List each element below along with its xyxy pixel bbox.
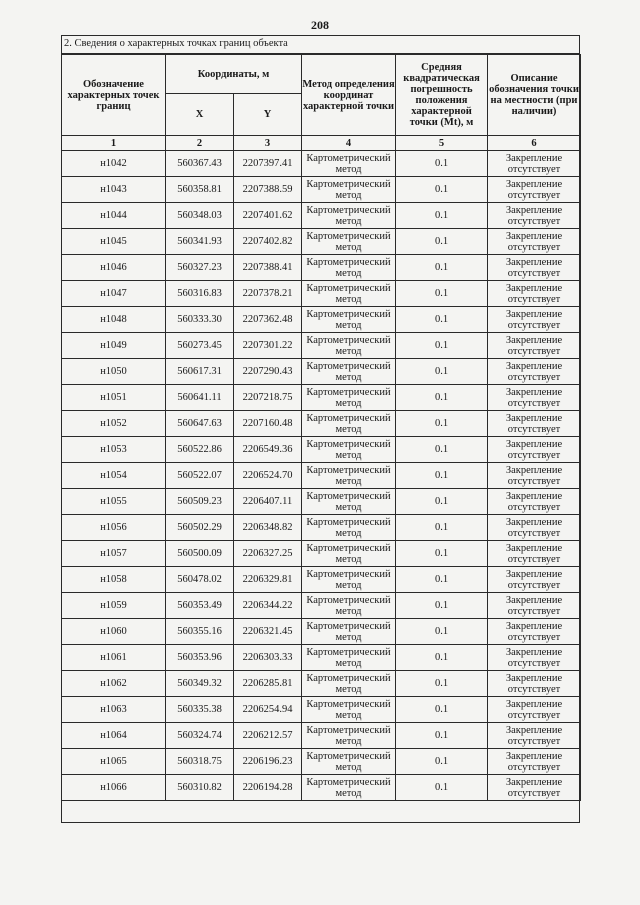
y-coordinate-cell: 2206407.11: [234, 489, 302, 515]
point-id-cell: н1050: [62, 359, 166, 385]
x-coordinate-cell: 560310.82: [166, 775, 234, 801]
header-description: Описание обозначения точки на местности (при наличии): [488, 55, 581, 136]
description-cell: Закрепление отсутствует: [488, 177, 581, 203]
description-cell: Закрепление отсутствует: [488, 151, 581, 177]
y-coordinate-cell: 2206344.22: [234, 593, 302, 619]
table-row: [62, 333, 581, 359]
point-id-cell: н1052: [62, 411, 166, 437]
method-cell: Картометрический метод: [302, 385, 396, 411]
error-cell: 0.1: [396, 385, 488, 411]
point-id-cell: н1062: [62, 671, 166, 697]
description-cell: Закрепление отсутствует: [488, 593, 581, 619]
point-id-cell: н1064: [62, 723, 166, 749]
x-coordinate-cell: 560500.09: [166, 541, 234, 567]
point-id-cell: н1066: [62, 775, 166, 801]
table-row: [62, 723, 581, 749]
column-number: 4: [302, 136, 396, 151]
point-id-cell: н1045: [62, 229, 166, 255]
x-coordinate-cell: 560641.11: [166, 385, 234, 411]
method-cell: Картометрический метод: [302, 177, 396, 203]
error-cell: 0.1: [396, 645, 488, 671]
header-coordinates: Координаты, м: [166, 55, 302, 94]
boundary-points-table: [61, 54, 581, 801]
description-cell: Закрепление отсутствует: [488, 255, 581, 281]
header-method: Метод определения координат характерной точки: [302, 55, 396, 136]
table-row: [62, 281, 581, 307]
description-cell: Закрепление отсутствует: [488, 203, 581, 229]
method-cell: Картометрический метод: [302, 489, 396, 515]
y-coordinate-cell: 2207362.48: [234, 307, 302, 333]
y-coordinate-cell: 2207388.41: [234, 255, 302, 281]
y-coordinate-cell: 2206549.36: [234, 437, 302, 463]
header-y: Y: [234, 94, 302, 136]
method-cell: Картометрический метод: [302, 749, 396, 775]
point-id-cell: н1063: [62, 697, 166, 723]
x-coordinate-cell: 560341.93: [166, 229, 234, 255]
description-cell: Закрепление отсутствует: [488, 489, 581, 515]
method-cell: Картометрический метод: [302, 307, 396, 333]
point-id-cell: н1057: [62, 541, 166, 567]
error-cell: 0.1: [396, 697, 488, 723]
description-cell: Закрепление отсутствует: [488, 411, 581, 437]
table-row: [62, 255, 581, 281]
description-cell: Закрепление отсутствует: [488, 671, 581, 697]
point-id-cell: н1043: [62, 177, 166, 203]
point-id-cell: н1048: [62, 307, 166, 333]
table-row: [62, 359, 581, 385]
table-row: [62, 619, 581, 645]
x-coordinate-cell: 560333.30: [166, 307, 234, 333]
x-coordinate-cell: 560502.29: [166, 515, 234, 541]
x-coordinate-cell: 560316.83: [166, 281, 234, 307]
y-coordinate-cell: 2206212.57: [234, 723, 302, 749]
point-id-cell: н1056: [62, 515, 166, 541]
error-cell: 0.1: [396, 281, 488, 307]
description-cell: Закрепление отсутствует: [488, 619, 581, 645]
method-cell: Картометрический метод: [302, 775, 396, 801]
x-coordinate-cell: 560327.23: [166, 255, 234, 281]
description-cell: Закрепление отсутствует: [488, 567, 581, 593]
description-cell: Закрепление отсутствует: [488, 463, 581, 489]
y-coordinate-cell: 2206194.28: [234, 775, 302, 801]
table-row: [62, 593, 581, 619]
table-row: [62, 177, 581, 203]
point-id-cell: н1060: [62, 619, 166, 645]
description-cell: Закрепление отсутствует: [488, 229, 581, 255]
table-body: [62, 151, 581, 801]
error-cell: 0.1: [396, 203, 488, 229]
error-cell: 0.1: [396, 593, 488, 619]
point-id-cell: н1055: [62, 489, 166, 515]
y-coordinate-cell: 2206524.70: [234, 463, 302, 489]
x-coordinate-cell: 560353.96: [166, 645, 234, 671]
error-cell: 0.1: [396, 723, 488, 749]
point-id-cell: н1049: [62, 333, 166, 359]
y-coordinate-cell: 2206303.33: [234, 645, 302, 671]
y-coordinate-cell: 2206321.45: [234, 619, 302, 645]
x-coordinate-cell: 560522.07: [166, 463, 234, 489]
method-cell: Картометрический метод: [302, 151, 396, 177]
table-row: [62, 203, 581, 229]
y-coordinate-cell: 2206348.82: [234, 515, 302, 541]
description-cell: Закрепление отсутствует: [488, 385, 581, 411]
y-coordinate-cell: 2207401.62: [234, 203, 302, 229]
point-id-cell: н1051: [62, 385, 166, 411]
error-cell: 0.1: [396, 489, 488, 515]
table-row: [62, 229, 581, 255]
error-cell: 0.1: [396, 229, 488, 255]
error-cell: 0.1: [396, 515, 488, 541]
y-coordinate-cell: 2207388.59: [234, 177, 302, 203]
x-coordinate-cell: 560478.02: [166, 567, 234, 593]
method-cell: Картометрический метод: [302, 723, 396, 749]
x-coordinate-cell: 560348.03: [166, 203, 234, 229]
table-row: [62, 463, 581, 489]
section-title: 2. Сведения о характерных точках границ объекта: [61, 35, 580, 54]
method-cell: Картометрический метод: [302, 359, 396, 385]
y-coordinate-cell: 2207290.43: [234, 359, 302, 385]
method-cell: Картометрический метод: [302, 203, 396, 229]
point-id-cell: н1046: [62, 255, 166, 281]
y-coordinate-cell: 2206285.81: [234, 671, 302, 697]
table-row: [62, 749, 581, 775]
x-coordinate-cell: 560273.45: [166, 333, 234, 359]
header-x: X: [166, 94, 234, 136]
error-cell: 0.1: [396, 359, 488, 385]
table-row: [62, 671, 581, 697]
method-cell: Картометрический метод: [302, 333, 396, 359]
header-designation: Обозначение характерных точек границ: [62, 55, 166, 136]
error-cell: 0.1: [396, 671, 488, 697]
error-cell: 0.1: [396, 775, 488, 801]
error-cell: 0.1: [396, 411, 488, 437]
description-cell: Закрепление отсутствует: [488, 775, 581, 801]
method-cell: Картометрический метод: [302, 463, 396, 489]
point-id-cell: н1058: [62, 567, 166, 593]
header-error: Средняя квадратическая погрешность положения характерной точки (Mt), м: [396, 55, 488, 136]
point-id-cell: н1042: [62, 151, 166, 177]
method-cell: Картометрический метод: [302, 619, 396, 645]
error-cell: 0.1: [396, 541, 488, 567]
x-coordinate-cell: 560349.32: [166, 671, 234, 697]
table-row: [62, 697, 581, 723]
table-row: [62, 437, 581, 463]
column-number: 2: [166, 136, 234, 151]
error-cell: 0.1: [396, 463, 488, 489]
table-row: [62, 151, 581, 177]
description-cell: Закрепление отсутствует: [488, 333, 581, 359]
x-coordinate-cell: 560335.38: [166, 697, 234, 723]
point-id-cell: н1054: [62, 463, 166, 489]
error-cell: 0.1: [396, 177, 488, 203]
x-coordinate-cell: 560647.63: [166, 411, 234, 437]
table-row: [62, 567, 581, 593]
method-cell: Картометрический метод: [302, 229, 396, 255]
table-row: [62, 307, 581, 333]
x-coordinate-cell: 560318.75: [166, 749, 234, 775]
x-coordinate-cell: 560617.31: [166, 359, 234, 385]
description-cell: Закрепление отсутствует: [488, 515, 581, 541]
table-row: [62, 411, 581, 437]
description-cell: Закрепление отсутствует: [488, 541, 581, 567]
description-cell: Закрепление отсутствует: [488, 281, 581, 307]
method-cell: Картометрический метод: [302, 593, 396, 619]
error-cell: 0.1: [396, 567, 488, 593]
error-cell: 0.1: [396, 333, 488, 359]
method-cell: Картометрический метод: [302, 671, 396, 697]
x-coordinate-cell: 560355.16: [166, 619, 234, 645]
x-coordinate-cell: 560358.81: [166, 177, 234, 203]
method-cell: Картометрический метод: [302, 541, 396, 567]
y-coordinate-cell: 2206327.25: [234, 541, 302, 567]
error-cell: 0.1: [396, 437, 488, 463]
x-coordinate-cell: 560522.86: [166, 437, 234, 463]
column-number: 1: [62, 136, 166, 151]
point-id-cell: н1044: [62, 203, 166, 229]
point-id-cell: н1061: [62, 645, 166, 671]
description-cell: Закрепление отсутствует: [488, 437, 581, 463]
y-coordinate-cell: 2206196.23: [234, 749, 302, 775]
description-cell: Закрепление отсутствует: [488, 723, 581, 749]
table-row: [62, 385, 581, 411]
table-row: [62, 515, 581, 541]
method-cell: Картометрический метод: [302, 411, 396, 437]
error-cell: 0.1: [396, 749, 488, 775]
description-cell: Закрепление отсутствует: [488, 749, 581, 775]
error-cell: 0.1: [396, 619, 488, 645]
y-coordinate-cell: 2207378.21: [234, 281, 302, 307]
point-id-cell: н1053: [62, 437, 166, 463]
point-id-cell: н1059: [62, 593, 166, 619]
y-coordinate-cell: 2207397.41: [234, 151, 302, 177]
error-cell: 0.1: [396, 255, 488, 281]
x-coordinate-cell: 560367.43: [166, 151, 234, 177]
description-cell: Закрепление отсутствует: [488, 645, 581, 671]
y-coordinate-cell: 2206254.94: [234, 697, 302, 723]
page-number: 208: [311, 18, 329, 32]
method-cell: Картометрический метод: [302, 697, 396, 723]
method-cell: Картометрический метод: [302, 645, 396, 671]
y-coordinate-cell: 2207301.22: [234, 333, 302, 359]
y-coordinate-cell: 2207160.48: [234, 411, 302, 437]
table-row: [62, 775, 581, 801]
point-id-cell: н1047: [62, 281, 166, 307]
method-cell: Картометрический метод: [302, 281, 396, 307]
description-cell: Закрепление отсутствует: [488, 307, 581, 333]
x-coordinate-cell: 560324.74: [166, 723, 234, 749]
method-cell: Картометрический метод: [302, 255, 396, 281]
y-coordinate-cell: 2207402.82: [234, 229, 302, 255]
column-number: 3: [234, 136, 302, 151]
table-row: [62, 541, 581, 567]
description-cell: Закрепление отсутствует: [488, 697, 581, 723]
x-coordinate-cell: 560509.23: [166, 489, 234, 515]
error-cell: 0.1: [396, 307, 488, 333]
column-number: 5: [396, 136, 488, 151]
y-coordinate-cell: 2207218.75: [234, 385, 302, 411]
y-coordinate-cell: 2206329.81: [234, 567, 302, 593]
table-row: [62, 489, 581, 515]
method-cell: Картометрический метод: [302, 567, 396, 593]
method-cell: Картометрический метод: [302, 515, 396, 541]
error-cell: 0.1: [396, 151, 488, 177]
point-id-cell: н1065: [62, 749, 166, 775]
description-cell: Закрепление отсутствует: [488, 359, 581, 385]
x-coordinate-cell: 560353.49: [166, 593, 234, 619]
method-cell: Картометрический метод: [302, 437, 396, 463]
column-number: 6: [488, 136, 581, 151]
table-row: [62, 645, 581, 671]
